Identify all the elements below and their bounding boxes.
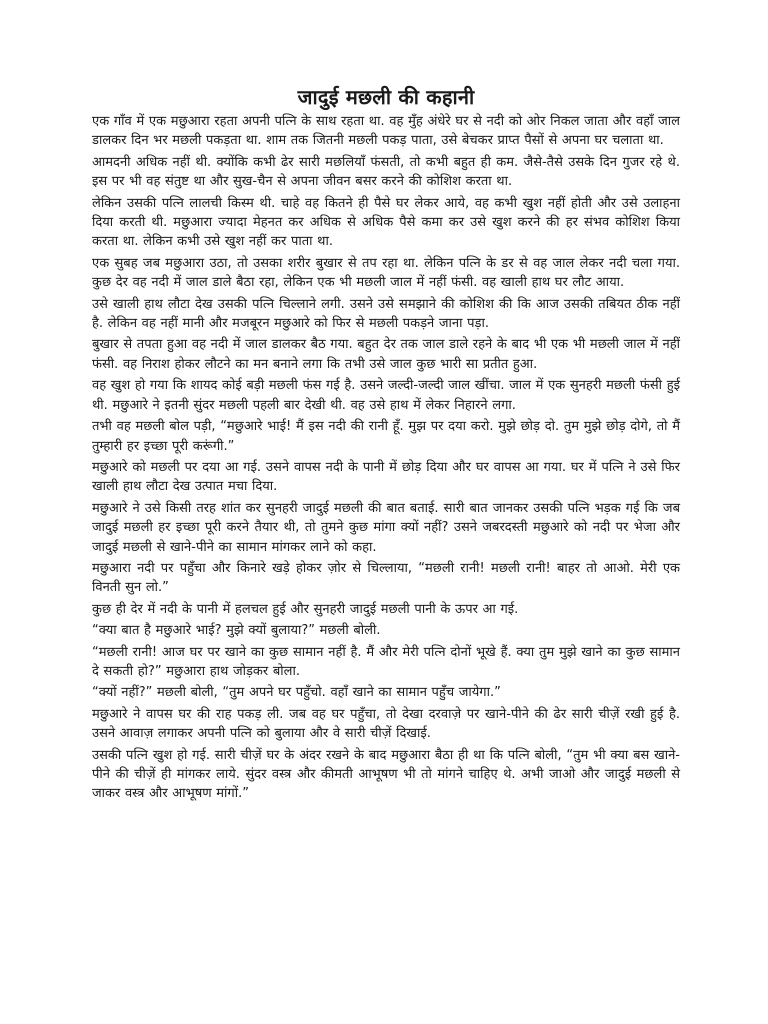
paragraph: मछुआरा नदी पर पहुँचा और किनारे खड़े होकर ज़ोर से चिल्लाया, “मछली रानी! मछली रानी! बाहर तो आओ. मेरी एक विनती सुन लो.”	[92, 560, 680, 596]
paragraph: मछुआरे को मछली पर दया आ गई. उसने वापस नदी के पानी में छोड़ दिया और घर वापस आ गया. घर में पत्नि ने उसे फिर खाली हाथ लौटा देख उत्पात मचा दिया.	[92, 459, 680, 495]
paragraph: एक सुबह जब मछुआरा उठा, तो उसका शरीर बुखार से तप रहा था. लेकिन पत्नि के डर से वह जाल लेकर नदी चला गया. कुछ देर वह नदी में जाल डाले बैठा रहा, लेकिन एक भी मछली जाल में नहीं फंसी. वह खाली हाथ घर लौट आया.	[92, 255, 680, 291]
paragraph: बुखार से तपता हुआ वह नदी में जाल डालकर बैठ गया. बहुत देर तक जाल डाले रहने के बाद भी एक भी मछली जाल में नहीं फंसी. वह निराश होकर लौटने का मन बनाने लगा कि तभी उसे जाल कुछ भारी सा प्रतीत हुआ.	[92, 337, 680, 372]
paragraph: उसकी पत्नि खुश हो गई. सारी चीज़ें घर के अंदर रखने के बाद मछुआरा बैठा ही था कि पत्नि बोली, “तुम भी क्या बस खाने-पीने की चीज़ें ही मांगकर लाये. सुंदर वस्त्र और कीमती आभूषण भी तो मांगने चाहिए थे. अभी जाओ और जादुई मछली से जाकर वस्त्र और आभूषण मांगों.”	[92, 747, 680, 802]
paragraph: तभी वह मछली बोल पड़ी, “मछुआरे भाई! मैं इस नदी की रानी हूँ. मुझ पर दया करो. मुझे छोड़ दो. तुम मुझे छोड़ दोगे, तो मैं तुम्हारी हर इच्छा पूरी करूंगी.”	[92, 419, 680, 454]
paragraph: एक गाँव में एक मछुआरा रहता अपनी पत्नि के साथ रहता था. वह मुँह अंधेरे घर से नदी को ओर निकल जाता और वहाँ जाल डालकर दिन भर मछली पकड़ता था. शाम तक जितनी मछली पकड़ पाता, उसे बेचकर प्राप्त पैसों से अपना घर चलाता था.	[92, 114, 680, 149]
paragraph: “क्या बात है मछुआरे भाई? मुझे क्यों बुलाया?” मछली बोली.	[92, 623, 381, 639]
paragraph: उसे खाली हाथ लौटा देख उसकी पत्नि चिल्लाने लगी. उसने उसे समझाने की कोशिश की कि आज उसकी तबियत ठीक नहीं है. लेकिन वह नहीं मानी और मजबूरन मछुआरे को फिर से मछली पकड़ने जाना पड़ा.	[92, 296, 680, 332]
paragraph: “मछली रानी! आज घर पर खाने का कुछ सामान नहीं है. मैं और मेरी पत्नि दोनों भूखे हैं. क्या तुम मुझे खाने का कुछ सामान दे सकती हो?” मछुआरा हाथ जोड़कर बोला.	[92, 644, 680, 679]
story-title: जादुई मछली की कहानी	[297, 85, 475, 109]
paragraph: कुछ ही देर में नदी के पानी में हलचल हुई और सुनहरी जादुई मछली पानी के ऊपर आ गई.	[92, 601, 519, 617]
paragraph: वह खुश हो गया कि शायद कोई बड़ी मछली फंस गई है. उसने जल्दी-जल्दी जाल खींचा. जाल में एक सुनहरी मछली फंसी हुई थी. मछुआरे ने इतनी सुंदर मछली पहली बार देखी थी. वह उसे हाथ में लेकर निहारने लगा.	[92, 378, 680, 413]
story-body	[92, 112, 680, 804]
paragraph: लेकिन उसकी पत्नि लालची किस्म थी. चाहे वह कितने ही पैसे घर लेकर आये, वह कभी खुश नहीं होती और उसे उलाहना दिया करती थी. मछुआरा ज्यादा मेहनत कर अधिक से अधिक पैसे कमा कर उसे खुश करने की हर संभव कोशिश किया करता था. लेकिन कभी उसे खुश नहीं कर पाता था.	[92, 195, 680, 250]
paragraph: आमदनी अधिक नहीं थी. क्योंकि कभी ढेर सारी मछलियाँ फंसती, तो कभी बहुत ही कम. जैसे-तैसे उसके दिन गुजर रहे थे. इस पर भी वह संतुष्ट था और सुख-चैन से अपना जीवन बसर करने की कोशिश करता था.	[92, 154, 680, 190]
paragraph: मछुआरे ने वापस घर की राह पकड़ ली. जब वह घर पहुँचा, तो देखा दरवाज़े पर खाने-पीने की ढेर सारी चीज़ें रखी हुई है. उसने आवाज़ लगाकर अपनी पत्नि को बुलाया और वे सारी चीज़ें दिखाई.	[92, 706, 680, 742]
paragraph: मछुआरे ने उसे किसी तरह शांत कर सुनहरी जादुई मछली की बात बताई. सारी बात जानकर उसकी पत्नि भड़क गई कि जब जादुई मछली हर इच्छा पूरी करने तैयार थी, तो तुमने कुछ मांगा क्यों नहीं? उसने जबरदस्ती मछुआरे को नदी पर भेजा और जादुई मछली से खाने-पीने का सामान मांगकर लाने को कहा.	[92, 500, 680, 555]
paragraph: “क्यों नहीं?” मछली बोली, “तुम अपने घर पहुँचो. वहाँ खाने का सामान पहुँच जायेगा.”	[92, 685, 501, 701]
